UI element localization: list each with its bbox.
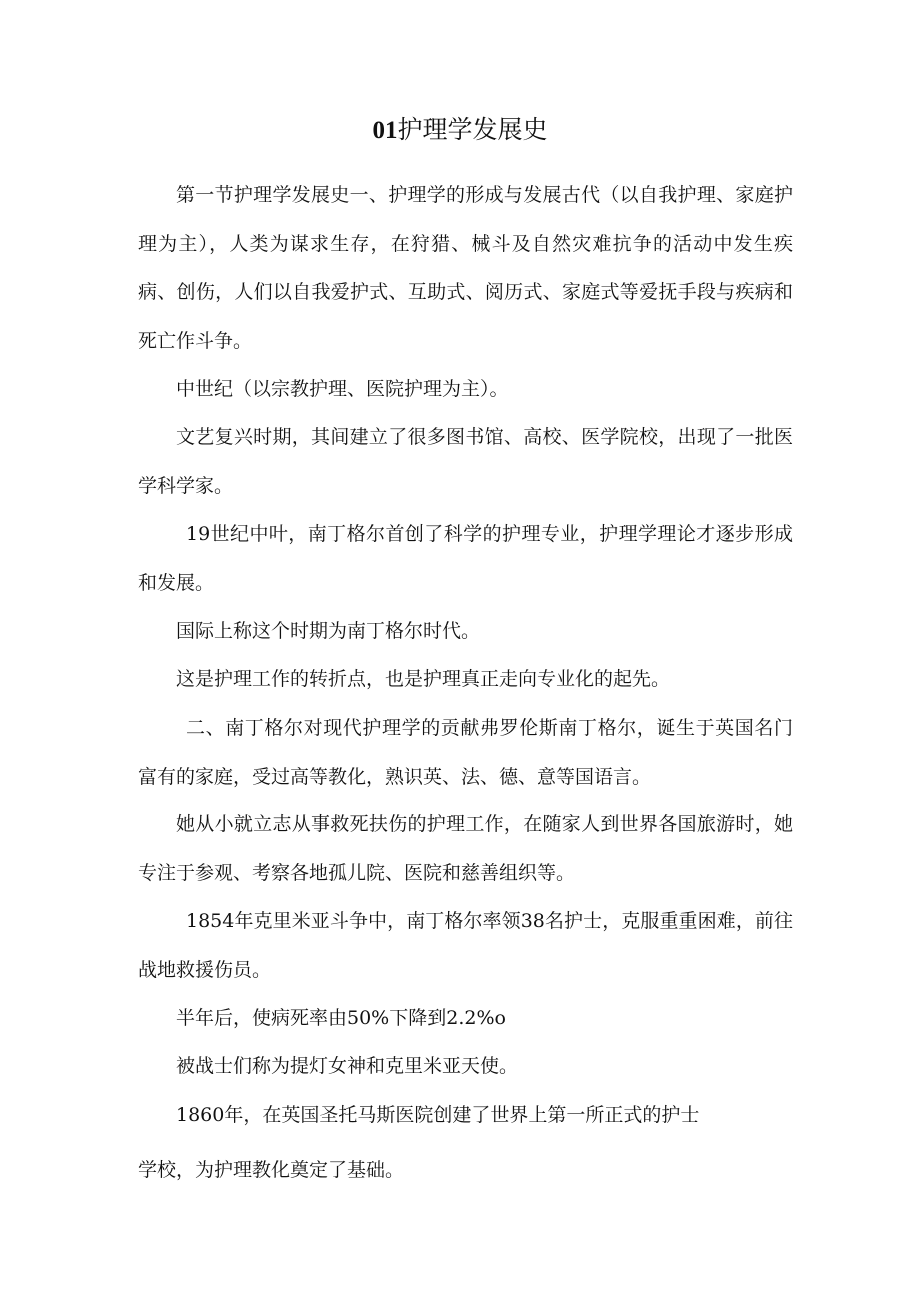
paragraph-nursing-school-1860: 1860年，在英国圣托马斯医院创建了世界上第一所正式的护士 <box>176 1104 700 1126</box>
paragraph-crimean-war: 1854年克里米亚斗争中，南丁格尔率领38名护士，克服重重困难，前往战地救援伤员。 <box>138 910 793 981</box>
title-number: 01 <box>372 117 398 144</box>
paragraph-ancient-nursing: 第一节护理学发展史一、护理学的形成与发展古代（以自我护理、家庭护理为主），人类为谋求生存，在狩猎、械斗及自然灾难抗争的活动中发生疾病、创伤，人们以自我爱护式、互助式、阅历式、家庭式等爱抚手段与疾病和死亡作斗争。 <box>138 184 793 352</box>
paragraph-nightingale-contribution: 二、南丁格尔对现代护理学的贡献弗罗伦斯南丁格尔，诞生于英国名门富有的家庭，受过高等教化，熟识英、法、德、意等国语言。 <box>138 717 793 788</box>
paragraph-renaissance: 文艺复兴时期，其间建立了很多图书馆、高校、医学院校，出现了一批医学科学家。 <box>138 426 793 497</box>
paragraph-lady-with-lamp: 被战士们称为提灯女神和克里米亚天使。 <box>176 1055 519 1077</box>
page-title <box>0 112 920 149</box>
paragraph-nightingale-youth: 她从小就立志从事救死扶伤的护理工作，在随家人到世界各国旅游时，她专注于参观、考察各地孤儿院、医院和慈善组织等。 <box>138 813 793 884</box>
paragraph-nursing-school-continued: 学校，为护理教化奠定了基础。 <box>138 1159 405 1181</box>
paragraph-middle-ages: 中世纪（以宗教护理、医院护理为主）。 <box>176 378 509 400</box>
paragraph-nightingale-era: 国际上称这个时期为南丁格尔时代。 <box>176 620 481 642</box>
paragraph-turning-point: 这是护理工作的转折点，也是护理真正走向专业化的起先。 <box>176 668 671 690</box>
paragraph-mortality-rate: 半年后，使病死率由50%下降到2.2%o <box>176 1007 506 1029</box>
title-text: 护理学发展史 <box>397 115 548 144</box>
paragraph-19th-century: 19世纪中叶，南丁格尔首创了科学的护理专业，护理学理论才逐步形成和发展。 <box>138 523 793 594</box>
